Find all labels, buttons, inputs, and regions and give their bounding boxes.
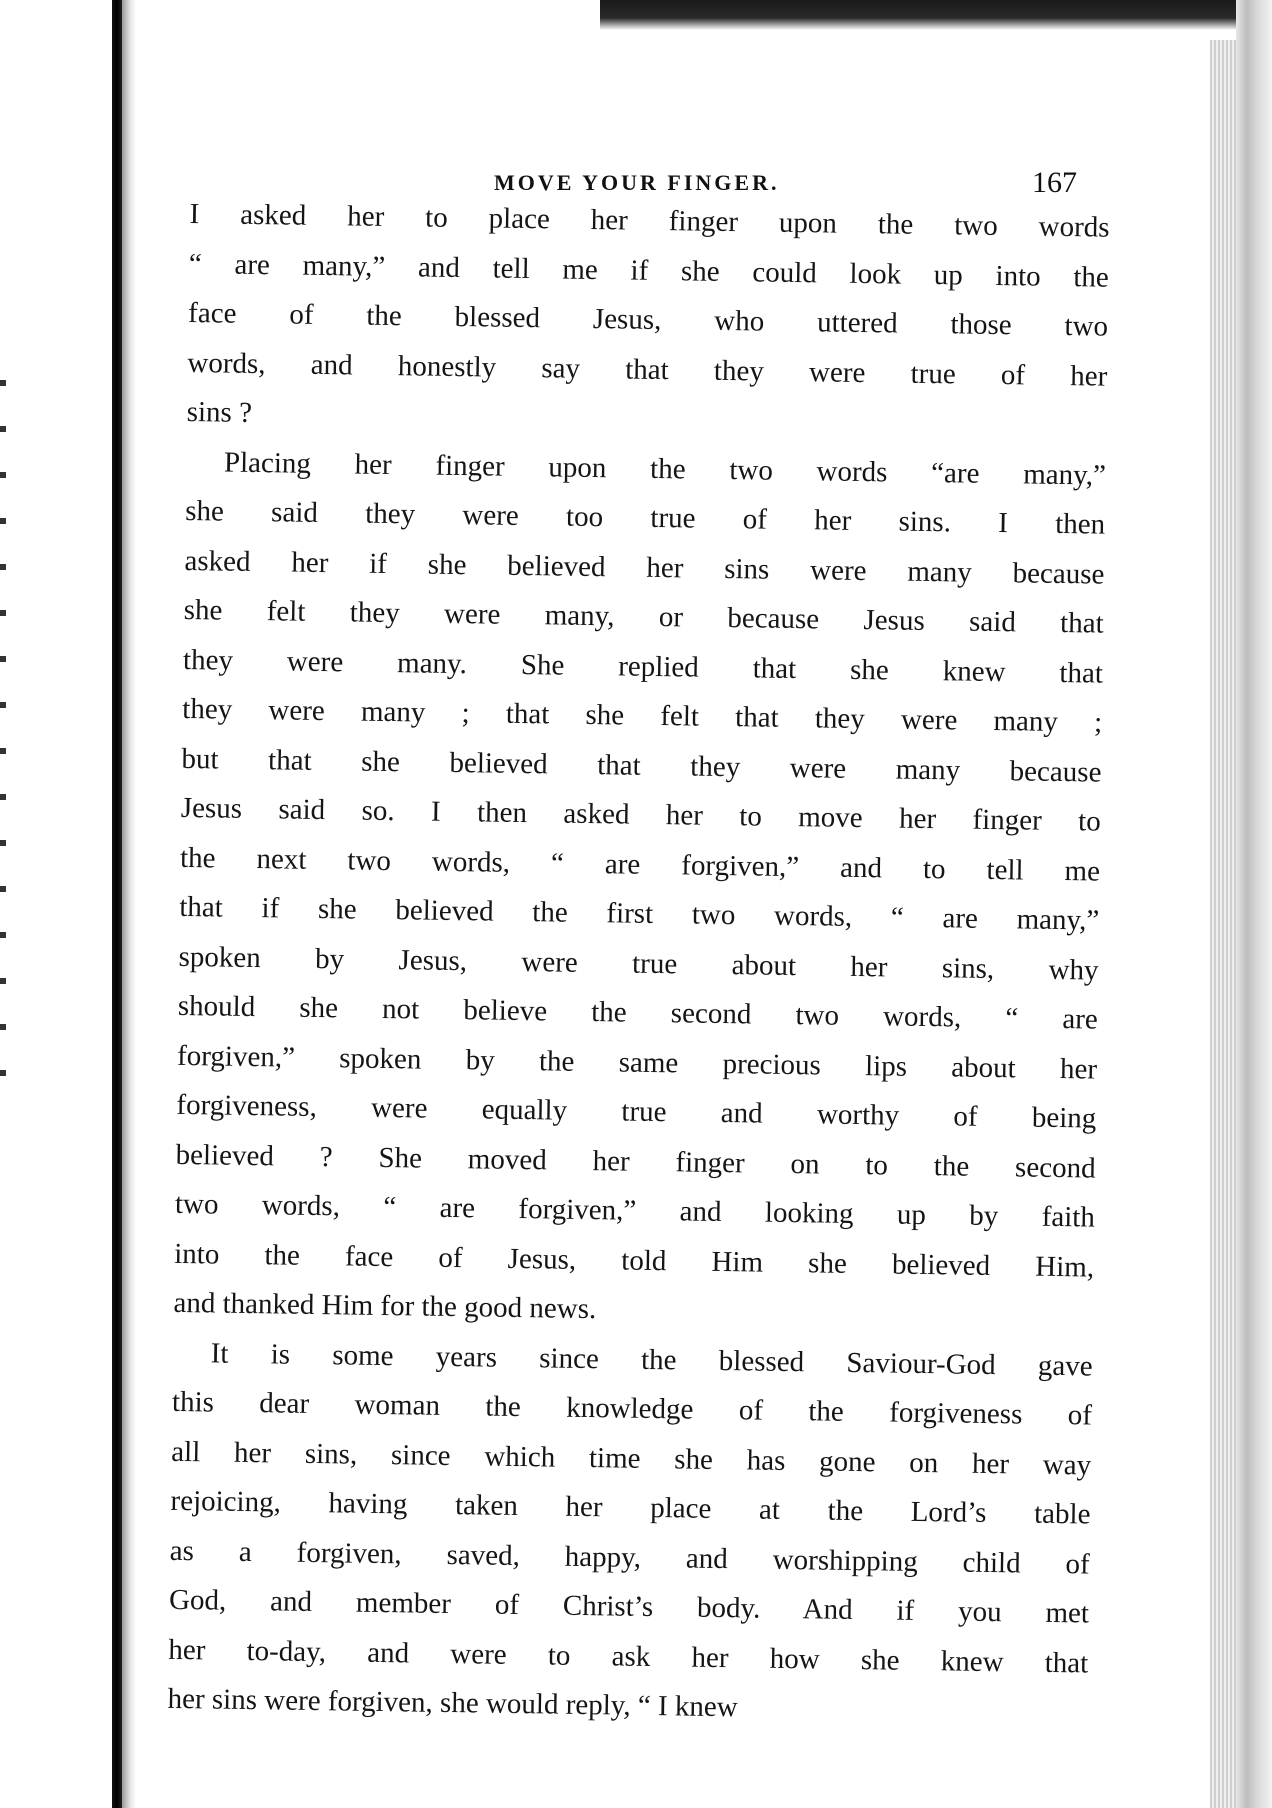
text-line: into the face of Jesus, told Him she believed Him, xyxy=(173,1237,1095,1284)
text-line: “ are many,” and tell me if she could look up into the xyxy=(188,247,1110,294)
text-line: they were many. She replied that she knew that xyxy=(182,643,1104,690)
text-line: two words, “ are forgiven,” and looking up by faith xyxy=(174,1187,1096,1234)
text-line: face of the blessed Jesus, who uttered those two xyxy=(187,296,1109,343)
text-line: forgiveness, were equally true and worthy of being xyxy=(176,1088,1097,1135)
text-line: God, and member of Christ’s body. And if you met xyxy=(168,1583,1090,1630)
book-gutter xyxy=(112,0,122,1808)
text-line: believed ? She moved her finger on to the second xyxy=(175,1138,1096,1185)
text-line: her sins were forgiven, she would reply, “ I knew xyxy=(167,1682,738,1724)
scanner-shadow-right xyxy=(1236,0,1272,1808)
text-line: but that she believed that they were many because xyxy=(181,742,1102,789)
text-line: and thanked Him for the good news. xyxy=(173,1286,597,1326)
text-line: that if she believed the first two words, “ are many,” xyxy=(179,890,1100,937)
facing-page-text-marks xyxy=(0,380,6,1080)
text-line: she felt they were many, or because Jesus said that xyxy=(183,593,1104,640)
text-line: Placing her finger upon the two words “are many,” xyxy=(223,446,1107,492)
text-line: I asked her to place her finger upon the two words xyxy=(189,197,1110,244)
text-line: all her sins, since which time she has gone on her way xyxy=(171,1435,1092,1482)
paragraph xyxy=(173,437,1106,1342)
text-line: Jesus said so. I then asked her to move her finger to xyxy=(180,791,1101,838)
text-line: forgiven,” spoken by the same precious lips about her xyxy=(176,1039,1098,1086)
text-line: should she not believe the second two words, “ are xyxy=(177,989,1099,1036)
text-line: they were many ; that she felt that they were many ; xyxy=(182,692,1103,739)
text-line: this dear woman the knowledge of the forgiveness of xyxy=(171,1385,1093,1432)
paragraph xyxy=(167,1328,1093,1738)
book-page xyxy=(140,40,1208,1808)
text-line: the next two words, “ are forgiven,” and to tell me xyxy=(179,841,1101,888)
text-line: It is some years since the blessed Saviour-God gave xyxy=(210,1336,1093,1383)
body-text xyxy=(167,190,1110,1738)
scanner-shadow-top xyxy=(600,0,1272,30)
facing-page-edge xyxy=(0,0,112,1808)
text-line: sins ? xyxy=(186,395,253,429)
text-line: spoken by Jesus, were true about her sins, why xyxy=(178,940,1099,987)
text-line: her to-day, and were to ask her how she knew that xyxy=(168,1633,1089,1679)
text-line: as a forgiven, saved, happy, and worshipping child of xyxy=(169,1534,1090,1580)
gutter-shadow xyxy=(122,0,136,1808)
page-stack-edge xyxy=(1210,40,1236,1808)
text-line: she said they were too true of her sins. I then xyxy=(185,494,1106,541)
text-line: rejoicing, having taken her place at the Lord’s table xyxy=(170,1484,1091,1531)
text-line: asked her if she believed her sins were many because xyxy=(184,544,1105,591)
paragraph xyxy=(186,190,1110,451)
running-head: MOVE YOUR FINGER. xyxy=(494,170,780,195)
text-line: words, and honestly say that they were true of her xyxy=(187,346,1108,393)
page-number: 167 xyxy=(1032,166,1077,199)
page-header xyxy=(140,124,1090,199)
